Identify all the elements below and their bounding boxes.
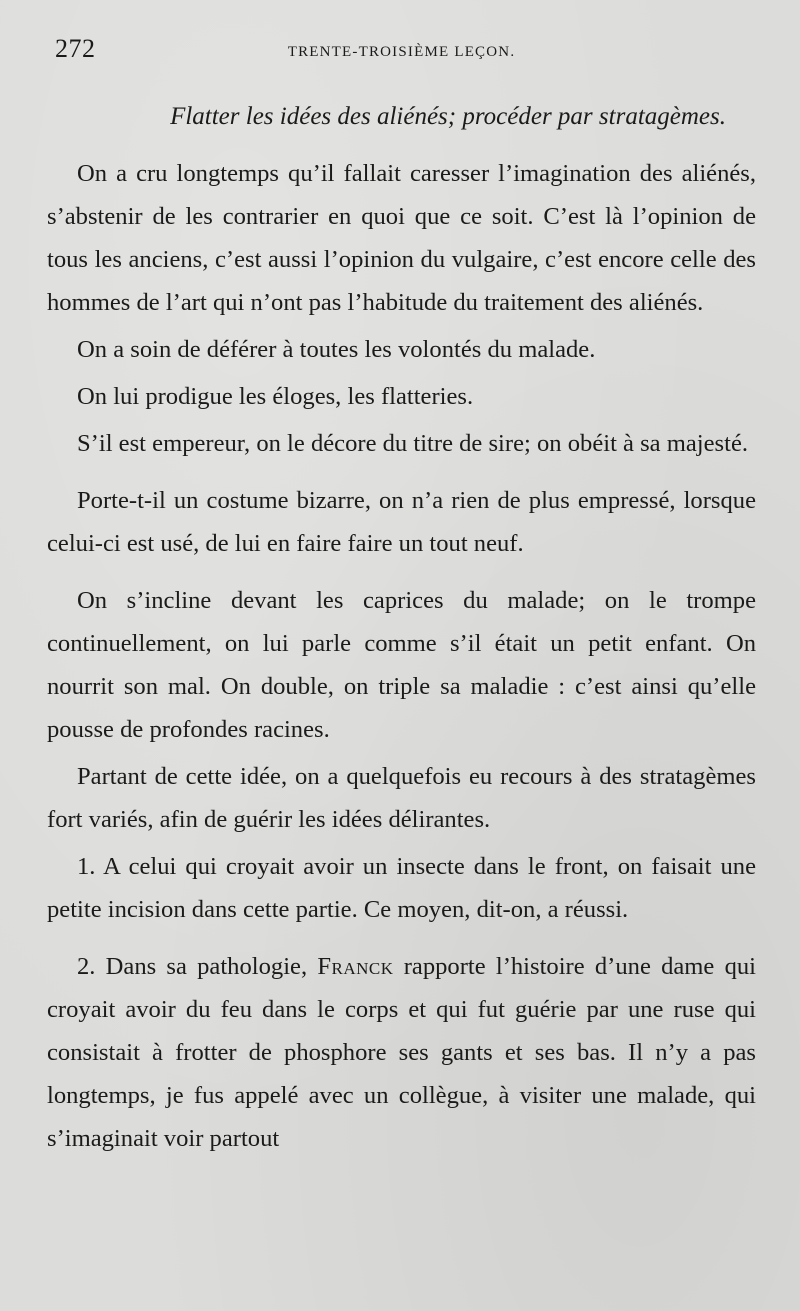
body-text xyxy=(47,152,756,1160)
paragraph xyxy=(47,945,756,1160)
author-name: Franck xyxy=(317,953,394,980)
paragraph: On lui prodigue les éloges, les flatteries. xyxy=(77,383,474,410)
paragraph: Porte-t-il un costume bizarre, on n’a rien de plus empressé, lorsque celui-ci est usé, de lui en faire faire un tout neuf. xyxy=(47,487,756,557)
running-head: TRENTE-TROISIÈME LEÇON. xyxy=(287,44,516,60)
paragraph: Partant de cette idée, on a quelquefois eu recours à des stratagèmes fort variés, afin de guérir les idées délirantes. xyxy=(47,763,756,833)
paragraph: S’il est empereur, on le décore du titre de sire; on obéit à sa majesté. xyxy=(77,430,749,457)
paragraph: On s’incline devant les caprices du malade; on le trompe continuellement, on lui parle comme s’il était un petit enfant. On nourrit son mal. On double, on triple sa maladie : c’est ainsi qu’elle pousse de profondes racines. xyxy=(47,587,756,743)
page-header xyxy=(47,34,756,78)
paragraph-text: rapporte l’histoire d’une dame qui croyait avoir du feu dans le corps et qui fut guérie par une ruse qui consistait à frotter de phosphore ses gants et ses bas. Il n’y a pas longtemps, je fus appelé avec un collègue, à visiter une malade, qui s’imaginait voir partout xyxy=(47,953,756,1152)
page-number: 272 xyxy=(55,34,96,63)
section-title: Flatter les idées des aliénés; procéder par stratagèmes. xyxy=(170,103,726,130)
paragraph-text: 2. Dans sa pathologie, xyxy=(77,953,318,980)
paragraph: On a cru longtemps qu’il fallait caresser l’imagination des aliénés, s’abstenir de les contrarier en quoi que ce soit. C’est là l’opinion de tous les anciens, c’est aussi l’opinion du vulgaire, c’est encore celle des hommes de l’art qui n’ont pas l’habitude du traitement des aliénés. xyxy=(47,160,756,316)
paragraph: 1. A celui qui croyait avoir un insecte dans le front, on faisait une petite incision dans cette partie. Ce moyen, dit-on, a réussi. xyxy=(47,853,756,923)
paragraph: On a soin de déférer à toutes les volontés du malade. xyxy=(77,336,596,363)
